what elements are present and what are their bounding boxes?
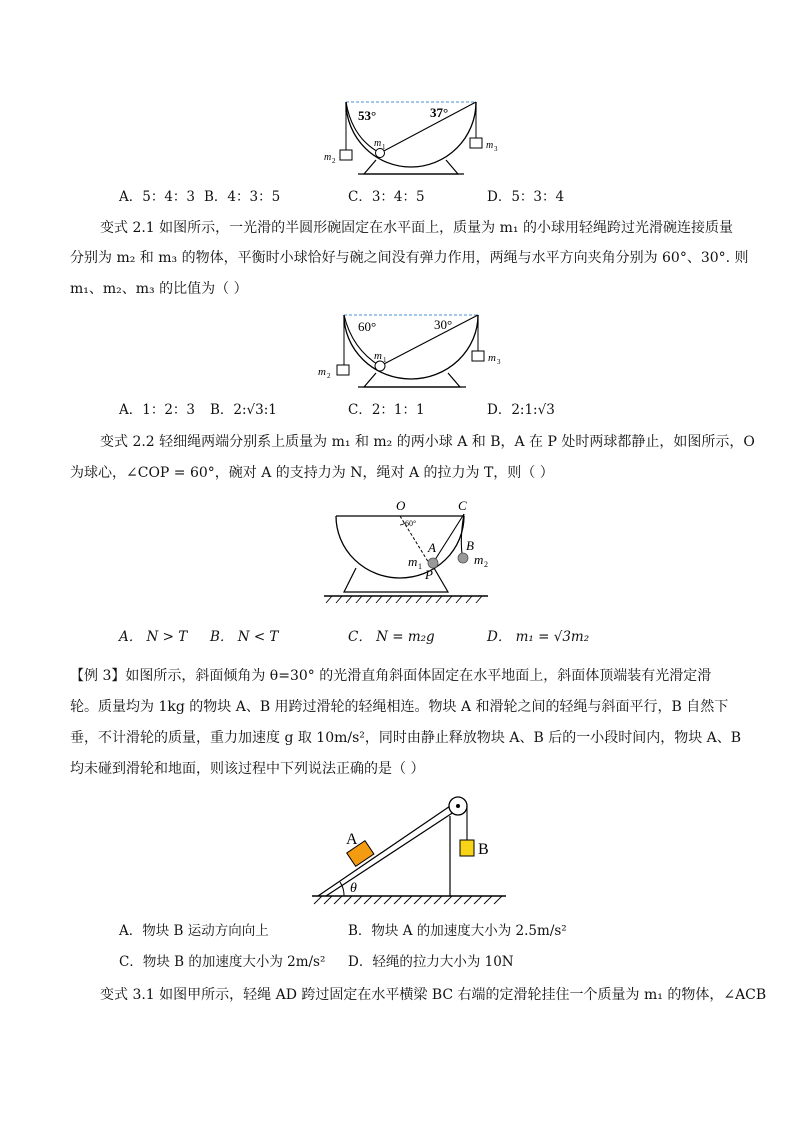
m3-label: m <box>486 140 494 151</box>
svg-text:1: 1 <box>382 143 386 151</box>
ex3-option-a: A．物块 B 运动方向向上 <box>119 923 269 939</box>
v22-option-b: B． N < T <box>210 629 279 645</box>
m2-label: m <box>318 366 326 378</box>
v21-option-b: B．2:√3:1 <box>210 402 277 418</box>
ex3-line3: 垂，不计滑轮的质量，重力加速度 g 取 10m/s²，同时由静止释放物块 A、B 后的一小段时间内，物块 A、B <box>70 730 742 746</box>
m3-label: m <box>488 352 496 364</box>
v21-line2: 分别为 m₂ 和 m₃ 的物体，平衡时小球恰好与碗之间没有弹力作用，两绳与水平方向夹角分别为 60°、30°. 则 <box>70 250 749 266</box>
v21-option-d: D．2:1:√3 <box>487 402 555 418</box>
v21-line3: m₁、m₂、m₃ 的比值为（ ） <box>70 281 248 297</box>
v22-option-c: C． N = m₂g <box>348 629 435 645</box>
angle-60-label: 60° <box>358 319 377 334</box>
q0-option-b: B．4：3：5 <box>204 189 281 205</box>
label-p: P <box>425 567 433 582</box>
angle-left-label: 53° <box>358 108 377 123</box>
v21-option-a: A．1：2：3 <box>119 402 196 418</box>
label-b: B <box>478 841 489 858</box>
figure-incline <box>310 786 510 910</box>
ex3-line1: 【例 3】如图所示，斜面倾角为 θ=30° 的光滑直角斜面体固定在水平地面上，斜面体顶端装有光滑定滑 <box>70 668 712 684</box>
svg-text:1: 1 <box>383 356 387 364</box>
figure-bowl-op <box>316 496 494 606</box>
v22-line2: 为球心，∠COP = 60°，碗对 A 的支持力为 N，绳对 A 的拉力为 T，则（ ） <box>70 465 554 481</box>
q0-option-d: D．5：3：4 <box>487 189 565 205</box>
ex3-option-b: B．物块 A 的加速度大小为 2.5m/s² <box>348 923 567 939</box>
svg-text:2: 2 <box>327 372 331 380</box>
svg-text:3: 3 <box>497 358 501 366</box>
q0-option-c: C．3：4：5 <box>348 189 425 205</box>
q0-option-a: A．5：4：3 <box>119 189 196 205</box>
ex3-line4: 均未碰到滑轮和地面，则该过程中下列说法正确的是（ ） <box>70 761 425 777</box>
ex3-line2: 轮。质量均为 1kg 的物块 A、B 用跨过滑轮的轻绳相连。物块 A 和滑轮之间的轻绳与斜面平行，B 自然下 <box>70 699 729 715</box>
svg-text:1: 1 <box>418 562 422 571</box>
ex3-option-c: C．物块 B 的加速度大小为 2m/s² <box>119 954 326 970</box>
label-b: B <box>466 538 474 553</box>
angle-label: 60° <box>405 519 417 528</box>
v21-option-c: C．2：1：1 <box>348 402 425 418</box>
label-m1: m <box>408 554 418 569</box>
label-theta: θ <box>350 881 357 896</box>
angle-right-label: 37° <box>430 105 449 120</box>
svg-text:2: 2 <box>332 157 336 165</box>
v22-option-d: D． m₁ = √3m₂ <box>487 629 590 645</box>
v31-line1: 变式 3.1 如图甲所示，轻绳 AD 跨过固定在水平横梁 BC 右端的定滑轮挂住一个质量为 m₁ 的物体，∠ACB <box>100 987 767 1003</box>
m1-label: m <box>374 138 382 149</box>
label-c: C <box>458 498 467 513</box>
figure-bowl-53-37 <box>318 98 508 178</box>
label-m2: m <box>474 552 484 567</box>
m1-label: m <box>374 350 382 362</box>
label-a: A <box>428 540 436 555</box>
label-o: O <box>396 498 406 513</box>
ex3-option-d: D．轻绳的拉力大小为 10N <box>348 954 514 970</box>
svg-text:3: 3 <box>494 145 498 153</box>
m2-label: m <box>324 152 332 163</box>
v22-line1: 变式 2.2 轻细绳两端分别系上质量为 m₁ 和 m₂ 的两小球 A 和 B，A 在 P 处时两球都静止，如图所示，O <box>100 434 755 450</box>
figure-bowl-60-30 <box>316 311 510 391</box>
svg-text:2: 2 <box>484 560 488 569</box>
v21-line1: 变式 2.1 如图所示，一光滑的半圆形碗固定在水平面上，质量为 m₁ 的小球用轻绳跨过光滑碗连接质量 <box>100 220 733 236</box>
angle-30-label: 30° <box>434 317 453 332</box>
v22-option-a: A． N > T <box>119 629 188 645</box>
label-a: A <box>346 831 358 848</box>
